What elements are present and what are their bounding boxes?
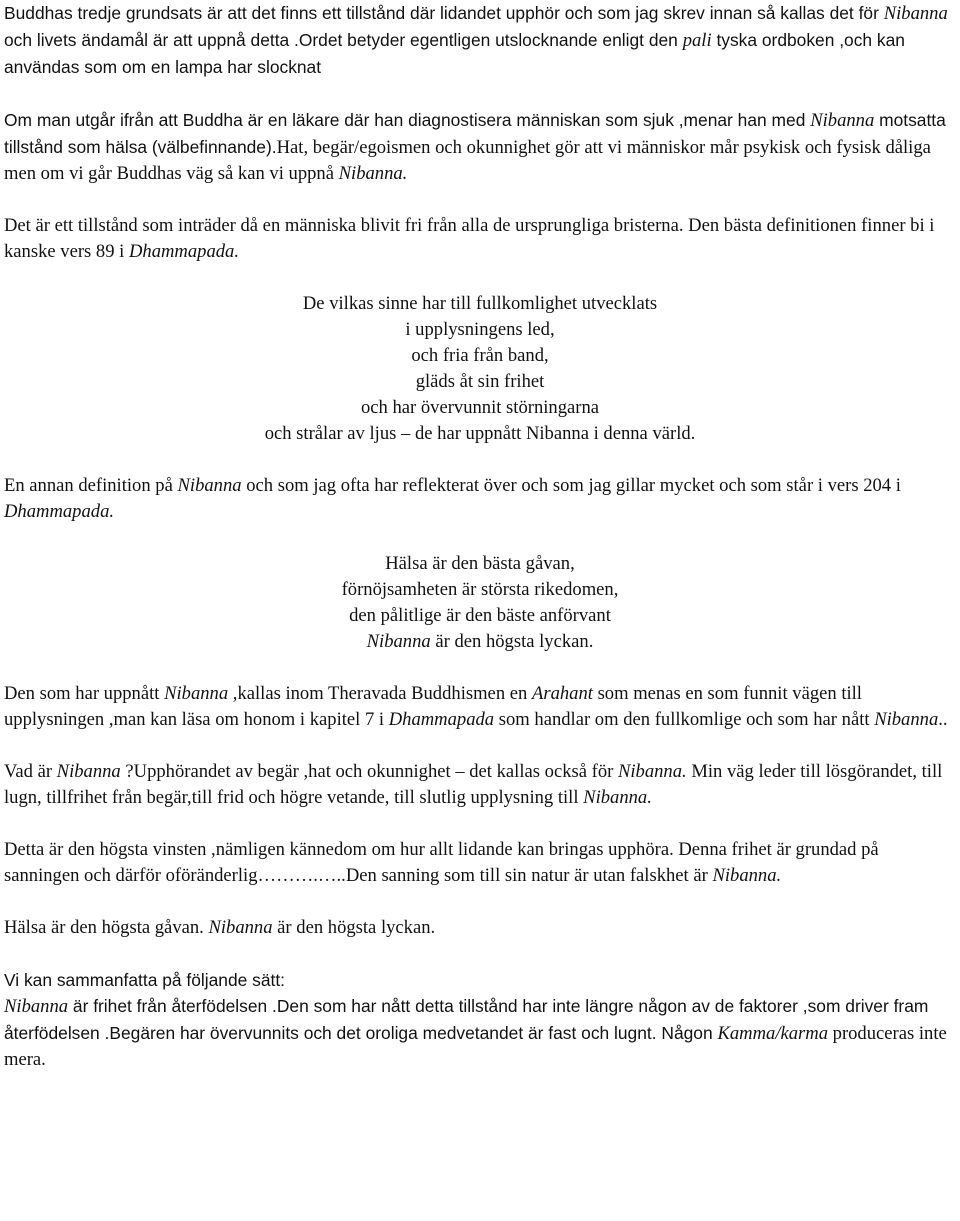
term-nibanna: Nibanna. — [712, 865, 782, 886]
term-nibanna: Nibanna — [366, 631, 431, 652]
verse-line — [4, 629, 956, 655]
term-nibanna: Nibanna — [4, 996, 69, 1017]
verse-line: gläds åt sin frihet — [415, 371, 545, 392]
term-nibanna: Nibanna. — [617, 761, 687, 782]
paragraph-7 — [4, 837, 956, 889]
term-nibanna: Nibanna — [874, 709, 939, 730]
text: motsatta tillstånd som hälsa (välbefinnande). — [4, 110, 946, 157]
text: som menas en som funnit vägen till upplysningen ,man kan läsa om honom i kapitel 7 i — [4, 683, 862, 730]
paragraph-5 — [4, 681, 956, 733]
term-dhammapada: Dhammapada. — [4, 501, 115, 522]
paragraph-3 — [4, 213, 956, 265]
verse-204 — [4, 551, 956, 655]
verse-line: och strålar av ljus – de har uppnått Nibanna i denna värld. — [264, 423, 696, 444]
text: är den högsta lyckan. — [272, 917, 436, 938]
verse-line: De vilkas sinne har till fullkomlighet utvecklats — [302, 293, 658, 314]
term-nibanna: Nibanna — [810, 110, 875, 131]
text: En annan definition på — [4, 475, 178, 496]
text: Hälsa är den högsta gåvan. — [4, 917, 209, 938]
verse-89 — [4, 291, 956, 447]
term-dhammapada: Dhammapada. — [128, 241, 239, 262]
paragraph-2 — [4, 107, 956, 187]
verse-line: förnöjsamheten är största rikedomen, — [341, 579, 619, 600]
term-nibanna: Nibanna — [164, 683, 229, 704]
text: och som jag ofta har reflekterat över och som jag gillar mycket och som står i vers 204 i — [241, 475, 901, 496]
text: är frihet från återfödelsen .Den som har nått detta tillstånd har inte längre någon av de faktorer ,som driver fram återfödelsen .Begären har övervunnits och det oroliga medvetandet är fast och lugnt. Någon — [4, 996, 929, 1043]
text: som handlar om den fullkomlige och som har nått — [494, 709, 875, 730]
term-nibanna: Nibanna. — [583, 787, 652, 808]
text: ,kallas inom Theravada Buddhismen en — [228, 683, 532, 704]
term-nibanna: Nibanna — [208, 917, 273, 938]
summary-text — [4, 993, 956, 1073]
text: Den som har uppnått — [4, 683, 165, 704]
term-dhammapada: Dhammapada — [388, 709, 495, 730]
paragraph-1 — [4, 0, 956, 81]
text: Hat, begär/egoismen och okunnighet gör att vi människor mår psykisk och fysisk dåliga men om vi går Buddhas väg så kan vi uppnå — [4, 137, 931, 184]
text: Detta är den högsta vinsten ,nämligen kännedom om hur allt lidande kan bringas upphöra. Denna frihet är grundad på sanningen och därför oföränderlig……….…..Den sanning som till sin natur är utan falskhet är — [4, 839, 879, 886]
term-arahant: Arahant — [531, 683, 593, 704]
verse-line: och fria från band, — [411, 345, 549, 366]
verse-line: i upplysningens led, — [405, 319, 555, 340]
paragraph-9 — [4, 967, 956, 1073]
paragraph-6 — [4, 759, 956, 811]
text: .. — [938, 709, 948, 730]
text: tyska ordboken ,och kan användas som om en lampa har slocknat — [4, 30, 905, 77]
summary-heading: Vi kan sammanfatta på följande sätt: — [4, 970, 285, 990]
text: Buddhas tredje grundsats är att det finns ett tillstånd där lidandet upphör och som jag skrev innan så kallas det för — [4, 3, 884, 23]
term-nibanna: Nibanna — [56, 761, 121, 782]
verse-line: Hälsa är den bästa gåvan, — [385, 553, 575, 574]
term-kamma-karma: Kamma/karma — [717, 1023, 828, 1044]
text: och livets ändamål är att uppnå detta .Ordet betyder egentligen utslocknande enligt den — [4, 30, 683, 50]
text: produceras inte mera. — [4, 1023, 947, 1070]
text: är den högsta lyckan. — [430, 631, 594, 652]
term-nibanna: Nibanna — [883, 3, 948, 24]
verse-line: den pålitlige är den bäste anförvant — [349, 605, 611, 626]
term-nibanna: Nibanna — [177, 475, 242, 496]
paragraph-8 — [4, 915, 956, 941]
term-nibanna: Nibanna. — [338, 163, 408, 184]
text: Om man utgår ifrån att Buddha är en läkare där han diagnostisera människan som sjuk ,menar han med — [4, 110, 811, 130]
text: Vad är — [4, 761, 57, 782]
text: Min väg leder till lösgörandet, till lugn, tillfrihet från begär,till frid och högre vetande, till slutlig upplysning till — [4, 761, 943, 808]
text: ?Upphörandet av begär ,hat och okunnighet – det kallas också för — [120, 761, 618, 782]
paragraph-4 — [4, 473, 956, 525]
verse-line: och har övervunnit störningarna — [360, 397, 600, 418]
term-pali: pali — [682, 30, 712, 51]
text: Det är ett tillstånd som inträder då en människa blivit fri från alla de ursprungliga bristerna. Den bästa definitionen finner bi i kanske vers 89 i — [4, 215, 935, 262]
